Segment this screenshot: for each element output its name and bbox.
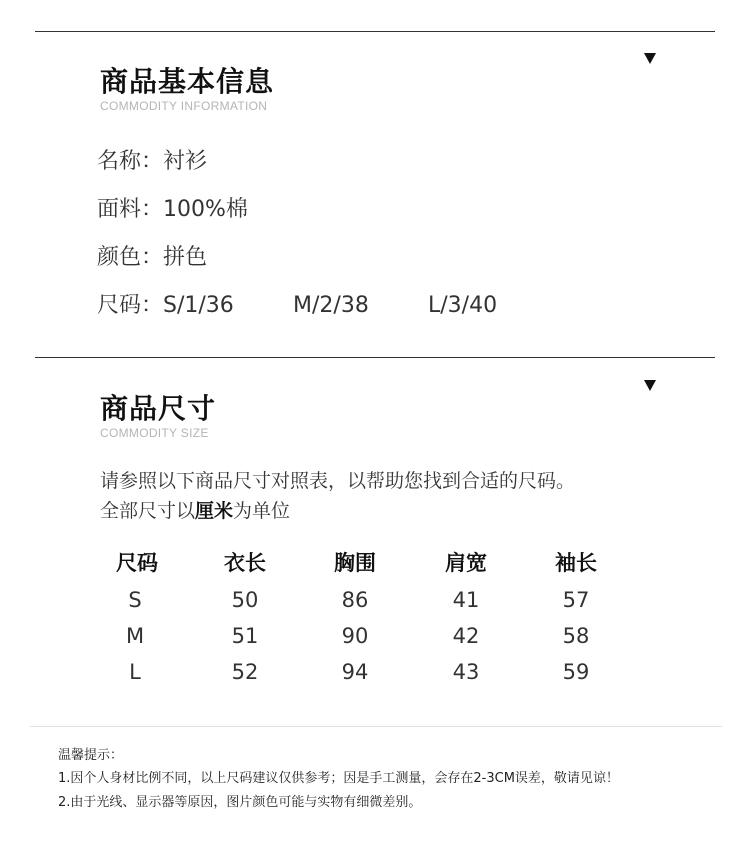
top-divider [35,31,715,32]
table-header: 尺码 [116,551,158,575]
info-row-fabric [97,192,248,223]
info-label: 名称： [97,149,164,174]
size-option: M/2/38 [293,293,369,318]
table-cell: 58 [562,624,590,648]
size-section-subtitle: COMMODITY SIZE [100,426,209,440]
table-header: 胸围 [334,551,376,575]
table-header: 衣长 [224,551,266,575]
table-cell: 52 [231,660,259,684]
basic-info-subtitle: COMMODITY INFORMATION [100,99,268,113]
info-row-name [97,144,207,175]
table-cell: 94 [341,660,369,684]
table-cell: L [129,660,141,684]
notes-divider [30,726,722,727]
table-header: 肩宽 [445,551,487,575]
table-cell: 43 [452,660,480,684]
unit-text-bold: 厘米 [195,500,234,522]
basic-info-title: 商品基本信息 [100,65,275,98]
size-unit-note [100,496,290,523]
info-value: 100%棉 [163,197,248,222]
info-value: 拼色 [163,245,208,270]
table-cell: 51 [231,624,259,648]
notes-line-1: 1.因个人身材比例不同，以上尺码建议仅供参考；因是手工测量，会存在2-3CM误差，敬请见谅！ [58,771,619,786]
size-section-title: 商品尺寸 [100,392,217,425]
table-cell: 90 [341,624,369,648]
size-option: S/1/36 [163,293,234,318]
size-option: L/3/40 [428,293,498,318]
info-label: 颜色： [97,245,164,270]
triangle-down-icon[interactable] [644,53,656,64]
table-cell: 86 [341,588,369,612]
table-cell: 42 [452,624,480,648]
notes-line-2: 2.由于光线、显示器等原因，图片颜色可能与实物有细微差别。 [58,795,422,810]
unit-text: 全部尺寸以 [100,500,196,522]
info-row-size [97,288,497,319]
table-cell: 59 [562,660,590,684]
table-cell: 41 [452,588,480,612]
info-value: 衬衫 [163,149,208,174]
info-label: 尺码： [97,293,164,318]
notes-title: 温馨提示： [58,748,124,763]
table-cell: 57 [562,588,590,612]
triangle-down-icon[interactable] [644,380,656,391]
table-cell: M [125,624,145,648]
table-cell: S [128,588,142,612]
size-description: 请参照以下商品尺寸对照表，以帮助您找到合适的尺码。 [100,470,576,492]
info-label: 面料： [97,197,164,222]
table-cell: 50 [231,588,259,612]
table-header: 袖长 [555,551,597,575]
info-row-color [97,240,207,271]
unit-text: 为单位 [233,500,291,522]
section-divider [35,357,715,358]
